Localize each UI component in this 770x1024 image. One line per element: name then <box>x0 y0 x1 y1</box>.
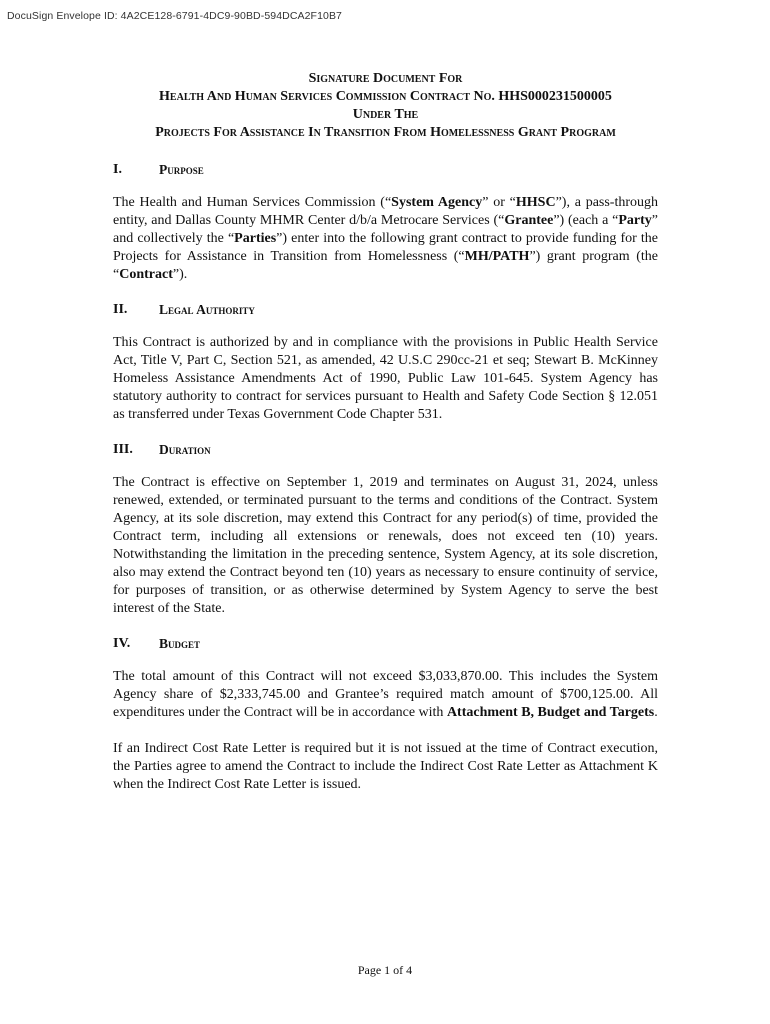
defined-term: HHSC <box>515 195 556 210</box>
legal-authority-paragraph: This Contract is authorized by and in compliance with the provisions in Public Health Service Act, Title V, Part C, Section 521, as amended, 42 U.S.C 290cc-21 et seq; Stewart B. McKinney Homeless Assistance Amendments Act of 1990, Public Law 101-645. System Agency has statutory authority to contract for services pursuant to Health and Safety Code Section § 12.051 as transferred under Texas Government Code Chapter 531. <box>113 335 658 422</box>
page-number: Page 1 of 4 <box>357 963 413 977</box>
section-number: II. <box>113 302 128 317</box>
indirect-cost-paragraph: If an Indirect Cost Rate Letter is required but it is not issued at the time of Contract execution, the Parties agree to amend the Contract to include the Indirect Cost Rate Letter as Attachment K when the Indirect Cost Rate Letter is issued. <box>113 741 658 792</box>
defined-term: System Agency <box>391 195 483 210</box>
title-line-2: Health And Human Services Commission Contract No. HHS000231500005 <box>159 89 612 104</box>
title-line-3: Under The <box>352 107 419 122</box>
section-heading-purpose <box>113 162 658 180</box>
section-heading-budget <box>113 636 658 654</box>
duration-paragraph: The Contract is effective on September 1, 2019 and terminates on August 31, 2024, unless renewed, extended, or terminated pursuant to the terms and conditions of the Contract. System Agency, at its sole discretion, may extend this Contract for any period(s) of time, provided the Contract term, including all extensions or renewals, does not exceed ten (10) years. Notwithstanding the limitation in the preceding sentence, System Agency, at its sole discretion, also may extend the Contract beyond ten (10) years as necessary to ensure continuity of service, for purposes of transition, or as otherwise determined by System Agency to serve the best interest of the State. <box>113 475 658 616</box>
section-title: Duration <box>159 442 211 457</box>
title-line-1: Signature Document For <box>308 71 463 86</box>
defined-term: Contract <box>119 267 173 282</box>
section-heading-duration <box>113 442 658 460</box>
section-number: I. <box>113 162 122 177</box>
docusign-envelope-id: DocuSign Envelope ID: 4A2CE128-6791-4DC9-90BD-594DCA2F10B7 <box>7 10 342 22</box>
section-title: Budget <box>159 636 201 651</box>
defined-term: Parties <box>234 231 277 246</box>
section-heading-legal-authority <box>113 302 658 320</box>
defined-term: Party <box>618 213 652 228</box>
document-body <box>113 70 658 794</box>
defined-term: Grantee <box>504 213 554 228</box>
budget-paragraph: The total amount of this Contract will not exceed $3,033,870.00. This includes the System Agency share of $2,333,745.00 and Grantee’s required match amount of $700,125.00. All expenditures under the Contract will be in accordance with Attachment B, Budget and Targets. <box>113 669 658 720</box>
section-number: III. <box>113 442 133 457</box>
title-line-4: Projects For Assistance In Transition From Homelessness Grant Program <box>155 125 616 140</box>
section-title: Legal Authority <box>159 302 255 317</box>
section-number: IV. <box>113 636 131 651</box>
document-title <box>113 70 658 142</box>
section-title: Purpose <box>159 162 204 177</box>
defined-term: MH/PATH <box>464 249 530 264</box>
attachment-reference: Attachment B, Budget and Targets <box>446 705 655 720</box>
purpose-paragraph: The Health and Human Services Commission (“System Agency” or “HHSC”), a pass-through entity, and Dallas County MHMR Center d/b/a Metrocare Services (“Grantee”) (each a “Party” and collectively the “Parties”) enter into the following grant contract to provide funding for the Projects for Assistance in Transition from Homelessness (“MH/PATH”) grant program (the “Contract”). <box>113 195 659 282</box>
